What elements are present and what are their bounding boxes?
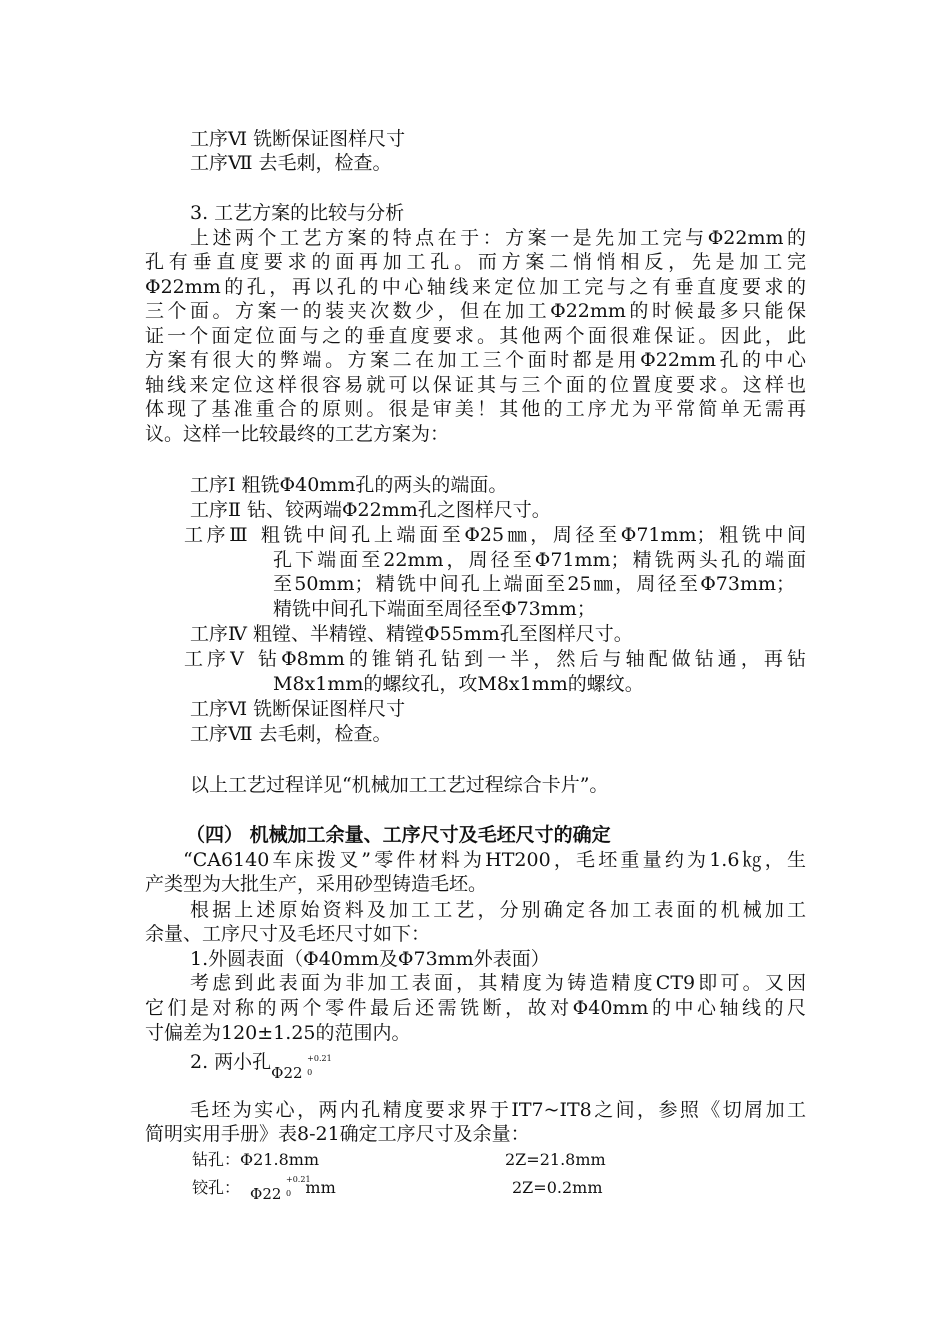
ream-unit: mm	[305, 1178, 336, 1197]
compare-line-5: 证一个面定位面与之的垂直度要求。其他两个面很难保证。因此，此	[145, 325, 806, 347]
tolerance-upper: +0.21	[307, 1054, 332, 1063]
final-step-5a: 工序Ⅴ 钻Φ8mm的锥销孔钻到一半，然后与轴配做钻通，再钻	[184, 648, 806, 670]
small-holes-item	[190, 1050, 332, 1082]
prev-step-7: 工序Ⅶ 去毛刺，检查。	[190, 152, 392, 174]
compare-line-3: Φ22mm的孔，再以孔的中心轴线来定位加工完与之有垂直度要求的	[145, 276, 806, 298]
tolerance-symbol	[271, 1054, 332, 1085]
ream-label: 铰孔：	[192, 1178, 241, 1197]
outer-surface-item: 1.外圆表面（Φ40mm及Φ73mm外表面）	[190, 948, 550, 970]
process-card-note: 以上工艺过程详见“机械加工工艺过程综合卡片”。	[190, 774, 609, 796]
compare-line-8: 体现了基准重合的原则。很是审美！其他的工序尤为平常简单无需再	[145, 398, 806, 420]
section-p3-line-2: 它们是对称的两个零件最后还需铣断，故对Φ40mm的中心轴线的尺	[145, 997, 806, 1019]
compare-line-4: 三个面。方案一的装夹次数少，但在加工Φ22mm的时候最多只能保	[145, 300, 806, 322]
final-step-3b: 孔下端面至22mm，周径至Φ71mm；精铣两头孔的端面	[273, 549, 806, 571]
final-step-3d: 精铣中间孔下端面至周径至Φ73mm；	[273, 598, 596, 620]
final-step-7: 工序Ⅶ 去毛刺，检查。	[190, 723, 392, 745]
final-step-1: 工序Ⅰ 粗铣Φ40mm孔的两头的端面。	[190, 474, 508, 496]
ream-tolerance-symbol	[250, 1175, 311, 1206]
ream-tolerance-upper: +0.21	[286, 1175, 311, 1184]
tolerance-base: Φ22	[271, 1064, 303, 1082]
ream-allowance: 2Z=0.2mm	[512, 1178, 603, 1197]
compare-heading: 3. 工艺方案的比较与分析	[190, 202, 405, 224]
final-step-3a: 工序Ⅲ 粗铣中间孔上端面至Φ25㎜，周径至Φ71mm；粗铣中间	[184, 524, 806, 546]
small-holes-label: 2. 两小孔	[190, 1051, 272, 1073]
section-p1-line-1: “CA6140车床拨叉”零件材料为HT200，毛坯重量约为1.6㎏，生	[183, 849, 806, 871]
final-step-4: 工序Ⅳ 粗镗、半精镗、精镗Φ55mm孔至图样尺寸。	[190, 623, 633, 645]
drill-allowance: 2Z=21.8mm	[505, 1150, 606, 1169]
compare-line-6: 方案有很大的弊端。方案二在加工三个面时都是用Φ22mm孔的中心	[145, 349, 806, 371]
section-p2-line-2: 余量、工序尺寸及毛坯尺寸如下：	[145, 923, 431, 945]
ream-tolerance-base: Φ22	[250, 1185, 282, 1203]
section-p3-line-1: 考虑到此表面为非加工表面，其精度为铸造精度CT9即可。又因	[190, 972, 806, 994]
section-p4-line-1: 毛坯为实心，两内孔精度要求界于IT7~IT8之间，参照《切屑加工	[190, 1099, 806, 1121]
final-step-2: 工序Ⅱ 钻、铰两端Φ22mm孔之图样尺寸。	[190, 499, 551, 521]
drill-label: 钻孔：Φ21.8mm	[192, 1150, 320, 1169]
compare-line-7: 轴线来定位这样很容易就可以保证其与三个面的位置度要求。这样也	[145, 374, 806, 396]
ream-tolerance-lower: 0	[286, 1189, 292, 1198]
final-step-5b: M8x1mm的螺纹孔，攻M8x1mm的螺纹。	[273, 673, 644, 695]
compare-line-1: 上述两个工艺方案的特点在于：方案一是先加工完与Φ22mm的	[190, 227, 806, 249]
final-step-3c: 至50mm；精铣中间孔上端面至25㎜，周径至Φ73mm；	[273, 573, 795, 595]
compare-line-2: 孔有垂直度要求的面再加工孔。而方案二悄悄相反，先是加工完	[145, 251, 806, 273]
section-p2-line-1: 根据上述原始资料及加工工艺，分别确定各加工表面的机械加工	[190, 899, 806, 921]
final-step-6: 工序Ⅵ 铣断保证图样尺寸	[190, 698, 406, 720]
prev-step-6: 工序Ⅵ 铣断保证图样尺寸	[190, 128, 406, 150]
tolerance-lower: 0	[307, 1068, 313, 1077]
section-p1-line-2: 产类型为大批生产，采用砂型铸造毛坯。	[145, 873, 488, 895]
compare-line-9: 议。这样一比较最终的工艺方案为：	[145, 423, 450, 445]
section-p3-line-3: 寸偏差为120±1.25的范围内。	[145, 1022, 411, 1044]
section-heading: （四） 机械加工余量、工序尺寸及毛坯尺寸的确定	[186, 824, 611, 846]
ream-row	[192, 1175, 336, 1203]
section-p4-line-2: 简明实用手册》表8-21确定工序尺寸及余量：	[145, 1123, 530, 1145]
